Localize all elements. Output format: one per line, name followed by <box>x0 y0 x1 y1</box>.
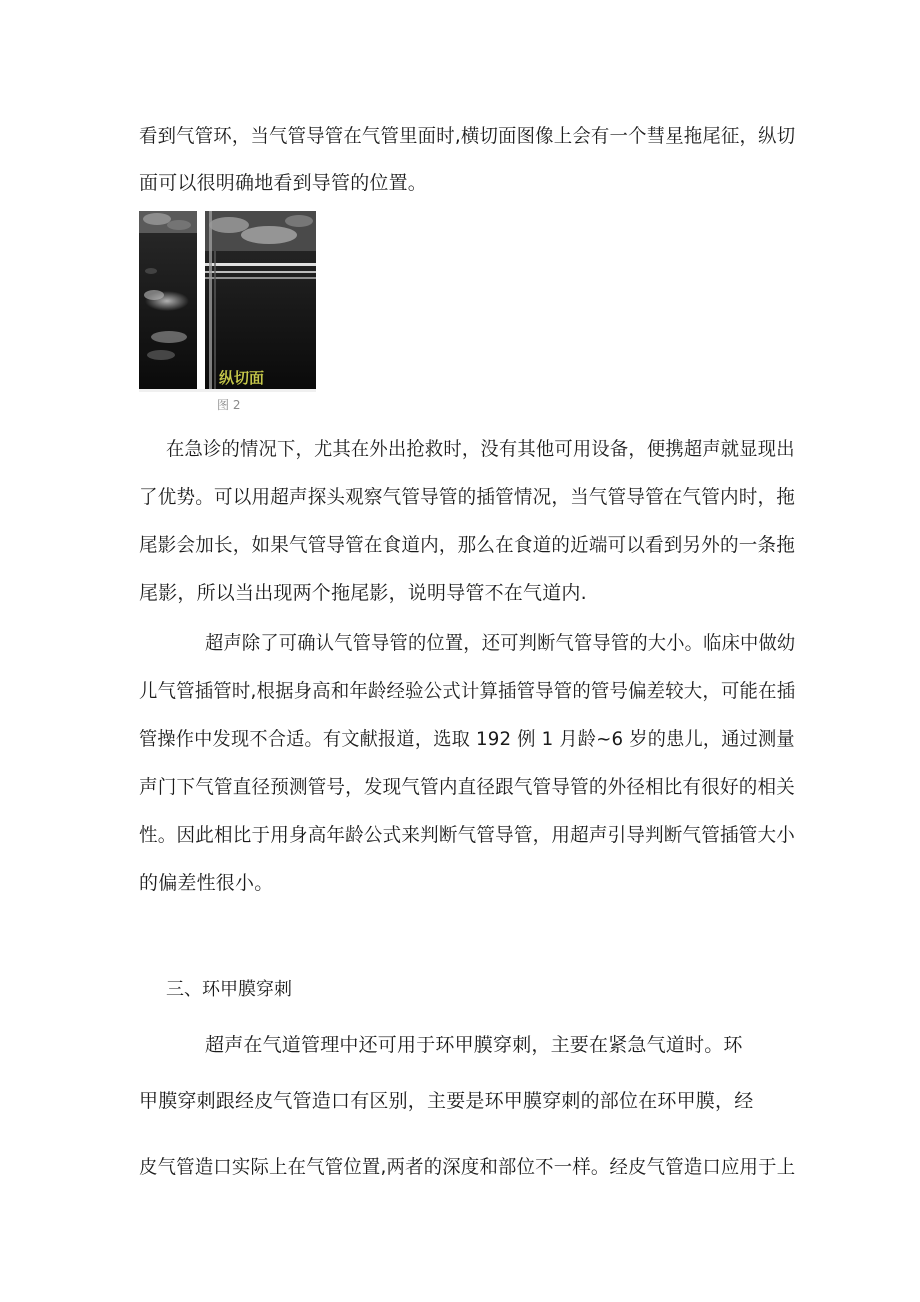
paragraph-2-line-3: 尾影会加长，如果气管导管在食道内，那么在食道的近端可以看到另外的一条拖 <box>139 534 796 556</box>
paragraph-3-line-1: 超声除了可确认气管导管的位置，还可判断气管导管的大小。临床中做幼 <box>205 632 796 654</box>
paragraph-2-line-4: 尾影，所以当出现两个拖尾影，说明导管不在气道内. <box>139 582 587 604</box>
overlay-label: 纵切面 <box>219 369 265 387</box>
paragraph-2-line-2: 了优势。可以用超声探头观察气管导管的插管情况，当气管导管在气管内时，拖 <box>139 486 796 508</box>
ultrasound-figure <box>139 211 316 392</box>
paragraph-3-line-2: 儿气管插管时,根据身高和年龄经验公式计算插管导管的管号偏差较大，可能在插 <box>139 680 796 702</box>
paragraph-3-line-4: 声门下气管直径预测管号，发现气管内直径跟气管导管的外径相比有很好的相关 <box>139 776 796 798</box>
paragraph-3-line-5: 性。因此相比于用身高年龄公式来判断气管导管，用超声引导判断气管插管大小 <box>139 824 796 846</box>
ultrasound-image <box>139 211 316 392</box>
paragraph-4-line-1: 超声在气道管理中还可用于环甲膜穿刺，主要在紧急气道时。环 <box>205 1034 743 1056</box>
paragraph-3-line-6: 的偏差性很小。 <box>139 872 274 894</box>
paragraph-3-line-3: 管操作中发现不合适。有文献报道，选取 192 例 1 月龄~6 岁的患儿，通过测量 <box>139 728 795 750</box>
paragraph-4-line-2: 甲膜穿刺跟经皮气管造口有区别，主要是环甲膜穿刺的部位在环甲膜，经 <box>139 1090 754 1112</box>
section-heading: 三、环甲膜穿刺 <box>166 979 292 1000</box>
paragraph-1-line-2: 面可以很明确地看到导管的位置。 <box>139 172 428 194</box>
paragraph-1-line-1: 看到气管环，当气管导管在气管里面时,横切面图像上会有一个彗星拖尾征，纵切 <box>139 125 796 147</box>
paragraph-4-line-3: 皮气管造口实际上在气管位置,两者的深度和部位不一样。经皮气管造口应用于上 <box>139 1156 796 1178</box>
figure-caption: 图 2 <box>217 398 241 412</box>
paragraph-2-line-1: 在急诊的情况下，尤其在外出抢救时，没有其他可用设备，便携超声就显现出 <box>166 438 795 460</box>
